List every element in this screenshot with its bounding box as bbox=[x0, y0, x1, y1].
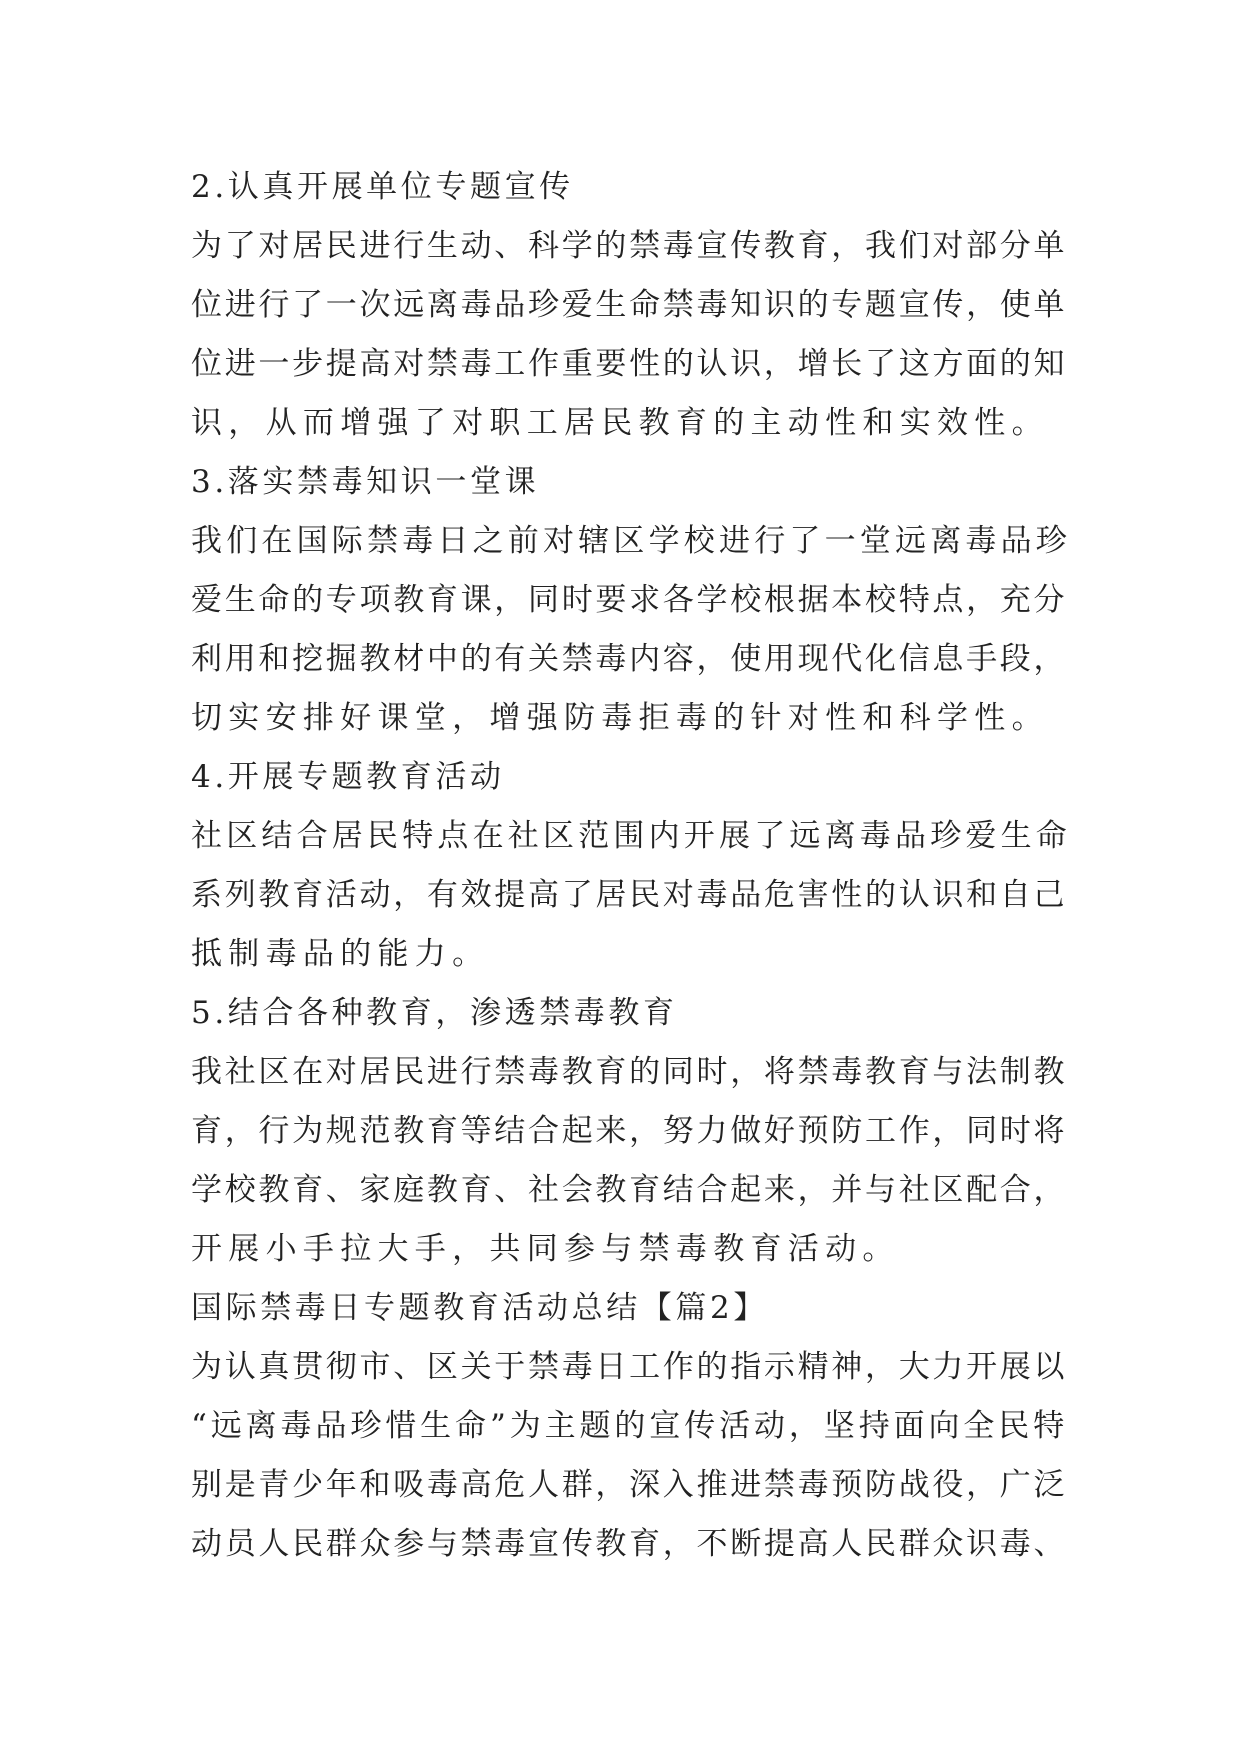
paragraph-line: 抵制毒品的能力。 bbox=[191, 936, 490, 972]
section-heading: 2.认真开展单位专题宣传 bbox=[191, 169, 574, 205]
article-title: 国际禁毒日专题教育活动总结【篇2】 bbox=[191, 1290, 768, 1326]
paragraph-line: 我社区在对居民进行禁毒教育的同时，将禁毒教育与法制教 bbox=[191, 1054, 1068, 1090]
paragraph-line: 学校教育、家庭教育、社会教育结合起来，并与社区配合， bbox=[191, 1172, 1068, 1208]
paragraph-line: 为认真贯彻市、区关于禁毒日工作的指示精神，大力开展以 bbox=[191, 1349, 1068, 1385]
paragraph-line: 位进行了一次远离毒品珍爱生命禁毒知识的专题宣传，使单 bbox=[191, 287, 1068, 323]
paragraph-line: 爱生命的专项教育课，同时要求各学校根据本校特点，充分 bbox=[191, 582, 1068, 618]
paragraph-line: 识，从而增强了对职工居民教育的主动性和实效性。 bbox=[191, 405, 1049, 441]
paragraph-line: 利用和挖掘教材中的有关禁毒内容，使用现代化信息手段， bbox=[191, 641, 1068, 677]
section-heading: 4.开展专题教育活动 bbox=[191, 759, 505, 795]
paragraph-line: 社区结合居民特点在社区范围内开展了远离毒品珍爱生命 bbox=[191, 818, 1071, 854]
section-heading: 3.落实禁毒知识一堂课 bbox=[191, 464, 540, 500]
paragraph-line: 系列教育活动，有效提高了居民对毒品危害性的认识和自己 bbox=[191, 877, 1068, 913]
paragraph-line: 开展小手拉大手，共同参与禁毒教育活动。 bbox=[191, 1231, 900, 1267]
paragraph-line: 别是青少年和吸毒高危人群，深入推进禁毒预防战役，广泛 bbox=[191, 1467, 1068, 1503]
paragraph-line: “远离毒品珍惜生命”为主题的宣传活动，坚持面向全民特 bbox=[191, 1408, 1069, 1444]
paragraph-line: 位进一步提高对禁毒工作重要性的认识，增长了这方面的知 bbox=[191, 346, 1068, 382]
paragraph-line: 动员人民群众参与禁毒宣传教育，不断提高人民群众识毒、 bbox=[191, 1526, 1068, 1562]
paragraph-line: 育，行为规范教育等结合起来，努力做好预防工作，同时将 bbox=[191, 1113, 1068, 1149]
paragraph-line: 切实安排好课堂，增强防毒拒毒的针对性和科学性。 bbox=[191, 700, 1049, 736]
paragraph-line: 为了对居民进行生动、科学的禁毒宣传教育，我们对部分单 bbox=[191, 228, 1068, 264]
document-body bbox=[191, 158, 1071, 1574]
section-heading: 5.结合各种教育，渗透禁毒教育 bbox=[191, 995, 678, 1031]
paragraph-line: 我们在国际禁毒日之前对辖区学校进行了一堂远离毒品珍 bbox=[191, 523, 1071, 559]
